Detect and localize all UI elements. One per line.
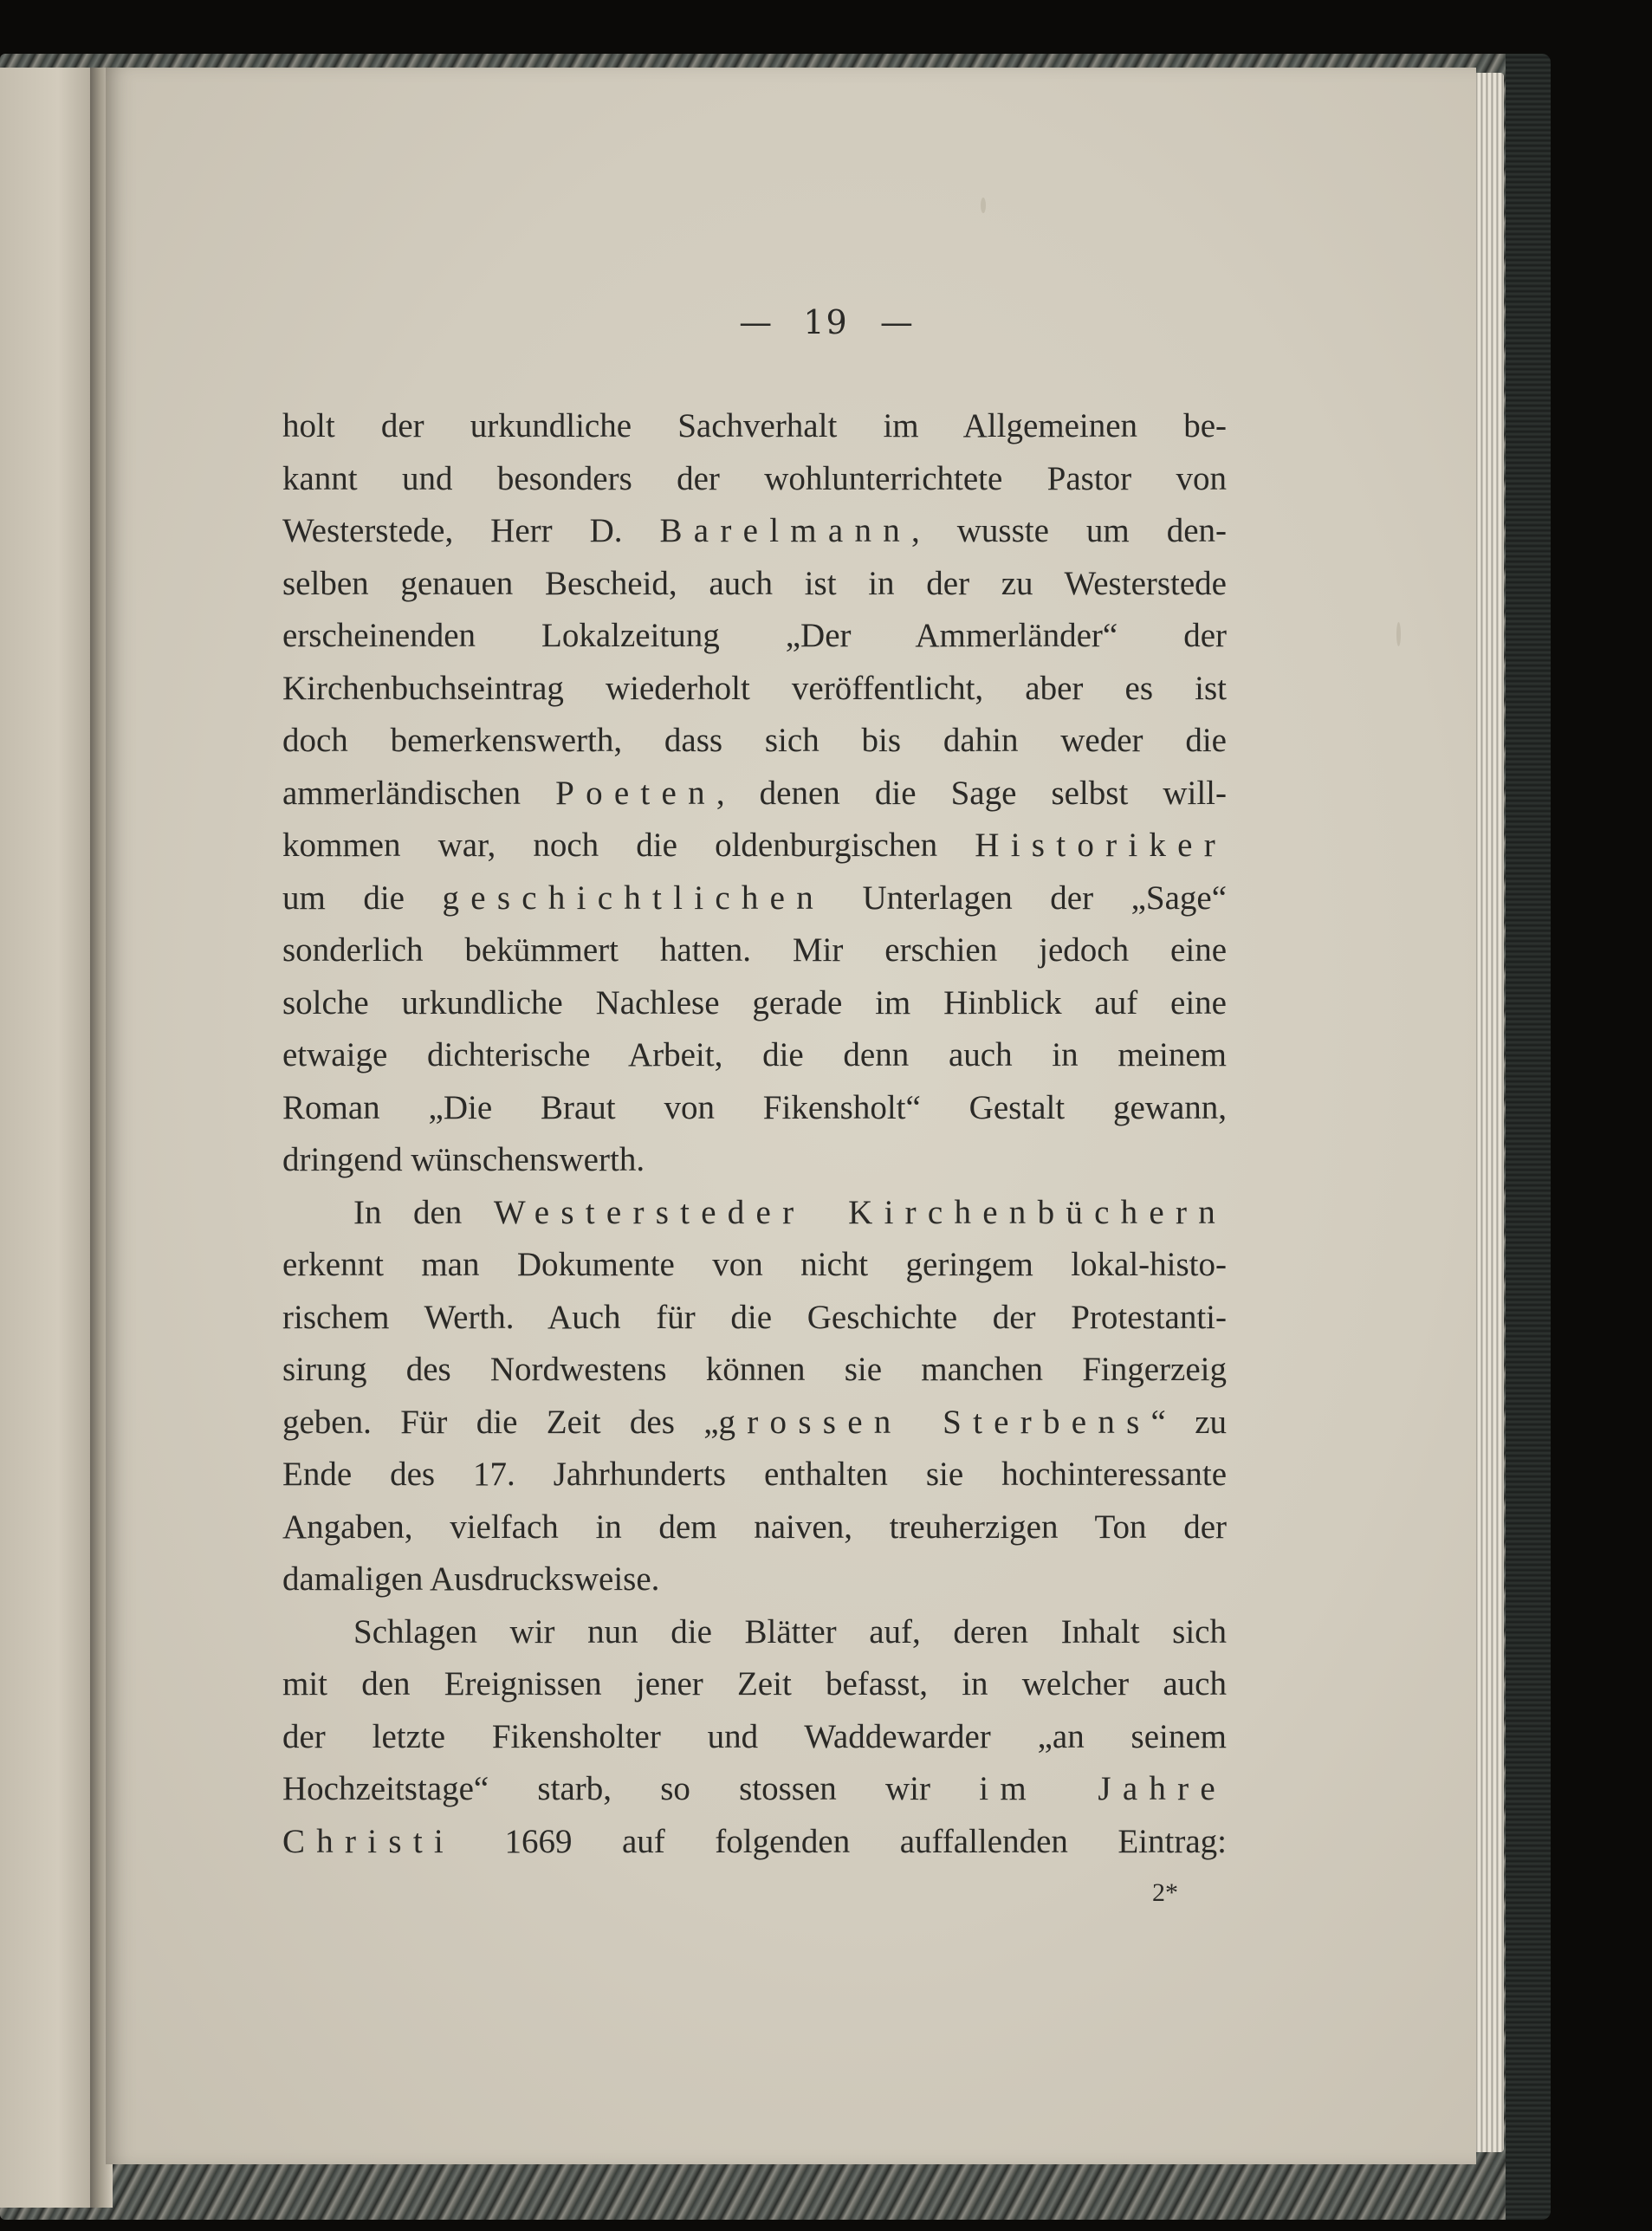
text-line xyxy=(282,1187,1227,1240)
text-run: , denen die Sage selbst will- xyxy=(716,774,1228,812)
text-line xyxy=(282,768,1227,820)
text-run: Unterlagen der „Sage“ xyxy=(862,879,1228,917)
spaced-word: im Jahre xyxy=(979,1770,1227,1807)
page-number-dash-right: — xyxy=(879,303,913,341)
text-run: geben. Für die Zeit des „ xyxy=(282,1403,719,1441)
text-line: sirung des Nordwestens können sie manchen Fingerzeig xyxy=(282,1351,1227,1388)
text-line: holt der urkundliche Sachverhalt im Allgemeinen be- xyxy=(282,407,1227,444)
text-line xyxy=(282,820,1227,872)
text-line: dringend wünschenswerth. xyxy=(282,1141,645,1178)
text-line xyxy=(282,505,1227,558)
text-run: , wusste um den- xyxy=(910,512,1227,549)
cloth-spine-edge xyxy=(1506,54,1551,2220)
text-run: um die xyxy=(282,879,405,917)
text-run: In den xyxy=(353,1193,463,1231)
spaced-word: Christi xyxy=(282,1822,456,1860)
page-number xyxy=(0,303,1652,341)
spaced-word: Historiker xyxy=(975,827,1227,864)
text-line: erkennt man Dokumente von nicht geringem lokal-histo- xyxy=(282,1246,1227,1283)
text-line: mit den Ereignissen jener Zeit befasst, in welcher auch xyxy=(282,1665,1227,1702)
spaced-word: Poeten xyxy=(555,774,716,812)
text-line xyxy=(282,1397,1227,1450)
text-run: Hochzeitstage“ starb, so stossen wir xyxy=(282,1770,930,1807)
text-line: Schlagen wir nun die Blätter auf, deren Inhalt sich xyxy=(353,1612,1227,1651)
spaced-word: grossen Sterbens xyxy=(718,1403,1151,1441)
paragraph-3 xyxy=(282,1606,1227,1869)
text-line: doch bemerkenswerth, dass sich bis dahin weder die xyxy=(282,722,1227,759)
text-run: “ zu xyxy=(1150,1403,1228,1441)
signature-mark: 2* xyxy=(1152,1878,1178,1907)
paragraph-1 xyxy=(282,400,1227,1187)
text-line: erscheinenden Lokalzeitung „Der Ammerländer“ der xyxy=(282,617,1227,654)
text-line: etwaige dichterische Arbeit, die denn auch in meinem xyxy=(282,1036,1227,1073)
text-run: kommen war, noch die oldenburgischen xyxy=(282,827,938,864)
text-run: Westerstede, Herr D. xyxy=(282,512,623,549)
text-line xyxy=(282,872,1227,925)
spaced-name: Barelmann xyxy=(659,512,911,549)
spaced-word: geschichtlichen xyxy=(442,879,825,917)
text-line xyxy=(282,1816,1227,1869)
page-number-dash-left: — xyxy=(739,303,773,341)
paper-speck xyxy=(981,198,986,213)
text-line: damaligen Ausdrucksweise. xyxy=(282,1560,660,1598)
page-number-value: 19 xyxy=(803,303,849,341)
text-line: selben genauen Bescheid, auch ist in der zu Westerstede xyxy=(282,564,1227,602)
text-line: sonderlich bekümmert hatten. Mir erschien jedoch eine xyxy=(282,931,1227,969)
text-line: Angaben, vielfach in dem naiven, treuherzigen Ton der xyxy=(282,1508,1227,1546)
text-run: ammerländischen xyxy=(282,774,522,812)
paper-speck xyxy=(1396,622,1401,646)
text-line: kannt und besonders der wohlunterrichtete Pastor von xyxy=(282,459,1227,497)
text-line: Ende des 17. Jahrhunderts enthalten sie hochinteressante xyxy=(282,1456,1227,1493)
body-text xyxy=(282,400,1227,1868)
text-run: 1669 auf folgenden auffallenden Eintrag: xyxy=(504,1822,1227,1860)
text-line: der letzte Fikensholter und Waddewarder „an seinem xyxy=(282,1717,1227,1755)
left-page-strip xyxy=(0,68,97,2208)
text-line: solche urkundliche Nachlese gerade im Hinblick auf eine xyxy=(282,983,1227,1021)
text-line: Roman „Die Braut von Fikensholt“ Gestalt gewann, xyxy=(282,1088,1227,1126)
text-line xyxy=(282,1763,1227,1816)
spaced-word: Westersteder Kirchenbüchern xyxy=(493,1193,1227,1231)
text-line: Kirchenbuchseintrag wiederholt veröffentlicht, aber es ist xyxy=(282,669,1227,707)
text-line: rischem Werth. Auch für die Geschichte der Protestanti- xyxy=(282,1298,1227,1336)
paragraph-2 xyxy=(282,1187,1227,1606)
